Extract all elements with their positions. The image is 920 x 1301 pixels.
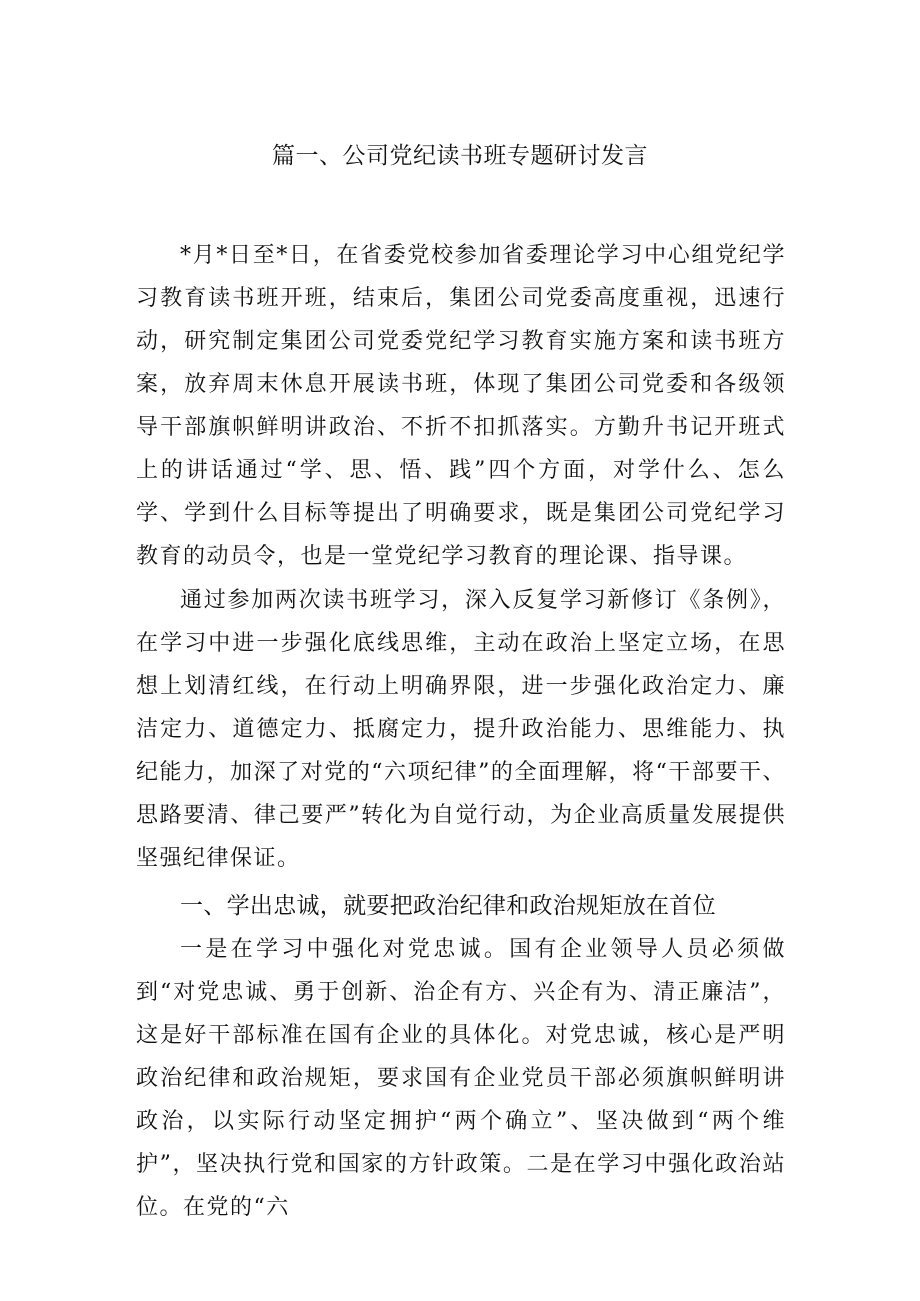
document-title: 篇一、公司党纪读书班专题研讨发言 [272, 143, 648, 169]
section-heading-loyalty: 一、学出忠诚，就要把政治纪律和政治规矩放在首位 [180, 893, 716, 919]
paragraph-intro: *月*日至*日，在省委党校参加省委理论学习中心组党纪学习教育读书班开班，结束后，集团公司党委高度重视，迅速行动，研究制定集团公司党委党纪学习教育实施方案和读书班方案，放弃周末休息开展读书班，体现了集团公司党委和各级领导干部旗帜鲜明讲政治、不折不扣抓落实。方勤升书记开班式上的讲话通过“学、思、悟、践”四个方面，对学什么、怎么学、学到什么目标等提出了明确要求，既是集团公司党纪学习教育的动员令，也是一堂党纪学习教育的理论课、指导课。 [136, 243, 786, 569]
paragraph-loyalty: 一是在学习中强化对党忠诚。国有企业领导人员必须做到“对党忠诚、勇于创新、治企有方、兴企有为、清正廉洁”，这是好干部标准在国有企业的具体化。对党忠诚，核心是严明政治纪律和政治规矩，要求国有企业党员干部必须旗帜鲜明讲政治，以实际行动坚定拥护“两个确立”、坚决做到“两个维护”，坚决执行党和国家的方针政策。二是在学习中强化政治站位。在党的“六 [136, 937, 786, 1220]
paragraph-study: 通过参加两次读书班学习，深入反复学习新修订《条例》，在学习中进一步强化底线思维，主动在政治上坚定立场，在思想上划清红线，在行动上明确界限，进一步强化政治定力、廉洁定力、道德定力、抵腐定力，提升政治能力、思维能力、执纪能力，加深了对党的“六项纪律”的全面理解，将“干部要干、思路要清、律己要严”转化为自觉行动，为企业高质量发展提供坚强纪律保证。 [136, 588, 786, 871]
